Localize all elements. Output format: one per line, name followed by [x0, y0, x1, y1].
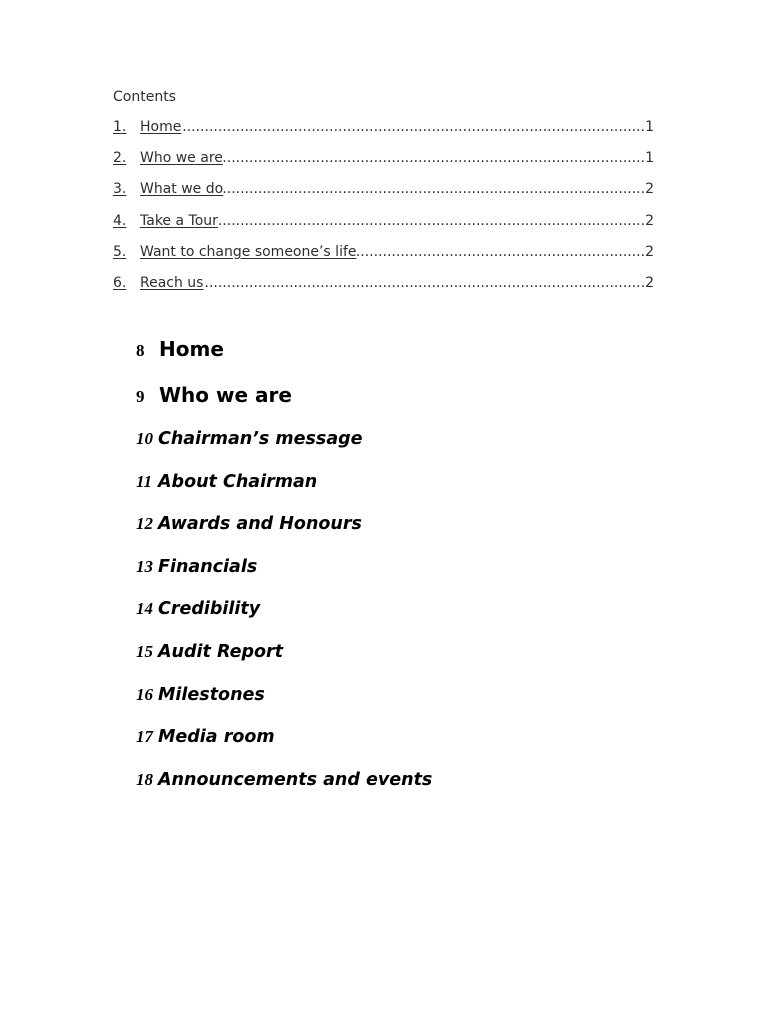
document-headings: [136, 326, 736, 801]
heading-text: Milestones: [158, 684, 265, 705]
toc-entry-link[interactable]: Home: [140, 119, 182, 135]
heading-number: 18: [136, 769, 153, 789]
toc-entry-page-number: 1: [645, 119, 654, 135]
toc-dot-leader: [223, 174, 645, 205]
heading-text: Financials: [158, 556, 258, 577]
toc-entry-home[interactable]: [113, 112, 654, 143]
toc-entry-take-a-tour[interactable]: [113, 206, 654, 237]
subheading-announcements-and-events: [136, 759, 736, 802]
toc-dot-leader: [218, 206, 645, 237]
heading-number: 11: [136, 471, 153, 491]
toc-entry-link[interactable]: Take a Tour: [140, 212, 218, 229]
toc-entry-who-we-are[interactable]: [113, 143, 654, 174]
heading-text: Media room: [158, 727, 275, 748]
heading-text: Credibility: [158, 599, 261, 620]
toc-title: Contents: [113, 89, 176, 105]
toc-entry-number: 1.: [113, 119, 127, 135]
heading-number: 10: [136, 429, 153, 448]
subheading-financials: [136, 546, 736, 589]
toc-entry-link[interactable]: Who we are: [140, 150, 223, 167]
toc-entry-page-number: 2: [645, 212, 654, 229]
heading-text: Who we are: [159, 383, 292, 407]
toc-entry-what-we-do[interactable]: [113, 174, 654, 205]
toc-entry-number: 4.: [113, 212, 127, 229]
heading-number: 13: [136, 556, 153, 576]
subheading-awards-and-honours: [136, 503, 736, 546]
heading-number: 8: [136, 341, 145, 360]
toc-entry-page-number: 1: [645, 150, 654, 167]
toc-entry-number: 3.: [113, 181, 127, 198]
heading-text: About Chairman: [158, 471, 318, 492]
heading-number: 17: [136, 727, 153, 747]
toc-entry-page-number: 2: [645, 274, 654, 291]
heading-number: 15: [136, 641, 153, 661]
subheading-milestones: [136, 674, 736, 717]
subheading-audit-report: [136, 631, 736, 674]
subheading-chairmans-message: [136, 418, 736, 461]
heading-number: 14: [136, 599, 153, 619]
heading-text: Awards and Honours: [158, 514, 362, 535]
toc-dot-leader: [181, 112, 645, 143]
toc-dot-leader: [357, 237, 646, 268]
heading-number: 16: [136, 684, 153, 704]
toc-entry-page-number: 2: [645, 243, 654, 260]
toc-entry-number: 5.: [113, 243, 127, 260]
heading-who-we-are: [136, 372, 736, 418]
subheading-about-chairman: [136, 461, 736, 504]
toc-entry-number: 2.: [113, 150, 127, 167]
toc-entry-page-number: 2: [645, 181, 654, 198]
subheading-credibility: [136, 588, 736, 631]
heading-number: 9: [136, 387, 145, 406]
heading-home: [136, 326, 736, 372]
heading-text: Audit Report: [158, 641, 284, 662]
heading-text: Home: [159, 337, 224, 361]
toc-entry-link[interactable]: Reach us: [140, 274, 204, 291]
table-of-contents: [113, 87, 654, 299]
toc-entry-number: 6.: [113, 274, 127, 291]
subheading-media-room: [136, 716, 736, 759]
heading-text: Chairman’s message: [158, 429, 363, 449]
toc-dot-leader: [223, 143, 645, 174]
toc-dot-leader: [203, 268, 645, 299]
toc-entry-link[interactable]: Want to change someone’s life: [140, 243, 357, 260]
heading-text: Announcements and events: [158, 769, 433, 790]
toc-entry-change-a-life[interactable]: [113, 237, 654, 268]
heading-number: 12: [136, 514, 153, 534]
toc-entry-link[interactable]: What we do: [140, 181, 224, 198]
toc-entry-reach-us[interactable]: [113, 268, 654, 299]
